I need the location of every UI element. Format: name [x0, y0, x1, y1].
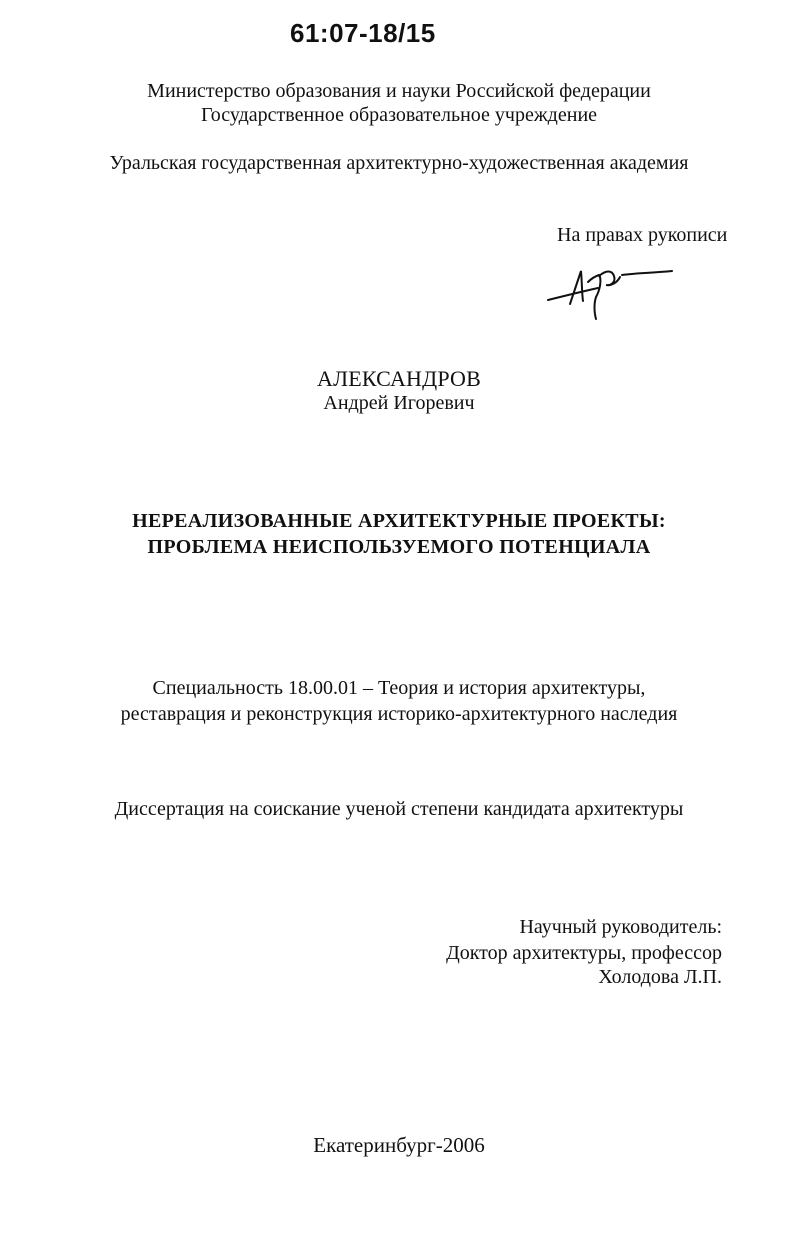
author-surname: АЛЕКСАНДРОВ — [317, 366, 481, 391]
institution-line: Государственное образовательное учреждение — [200, 104, 598, 126]
supervisor-name: Холодова Л.П. — [598, 966, 722, 988]
specialty-line-1: Специальность 18.00.01 – Теория и история архитектуры, — [152, 677, 646, 699]
dissertation-type: Диссертация на соискание ученой степени кандидата архитектуры — [114, 798, 684, 820]
catalog-code: 61:07-18/15 — [290, 18, 436, 48]
supervisor-label: Научный руководитель: — [519, 916, 722, 938]
handwritten-signature — [544, 258, 676, 322]
dissertation-title-line-1: НЕРЕАЛИЗОВАННЫЕ АРХИТЕКТУРНЫЕ ПРОЕКТЫ: — [132, 510, 666, 532]
specialty-line-2: реставрация и реконструкция историко-архитектурного наследия — [120, 703, 678, 725]
city-year: Екатеринбург-2006 — [313, 1133, 485, 1157]
author-given-names: Андрей Игоревич — [323, 392, 475, 414]
supervisor-degree: Доктор архитектуры, профессор — [446, 942, 722, 964]
academy-line: Уральская государственная архитектурно-художественная академия — [109, 152, 689, 174]
dissertation-title-line-2: ПРОБЛЕМА НЕИСПОЛЬЗУЕМОГО ПОТЕНЦИАЛА — [147, 536, 651, 558]
ministry-line: Министерство образования и науки Российской федерации — [147, 80, 651, 102]
manuscript-rights-label: На правах рукописи — [557, 224, 728, 246]
